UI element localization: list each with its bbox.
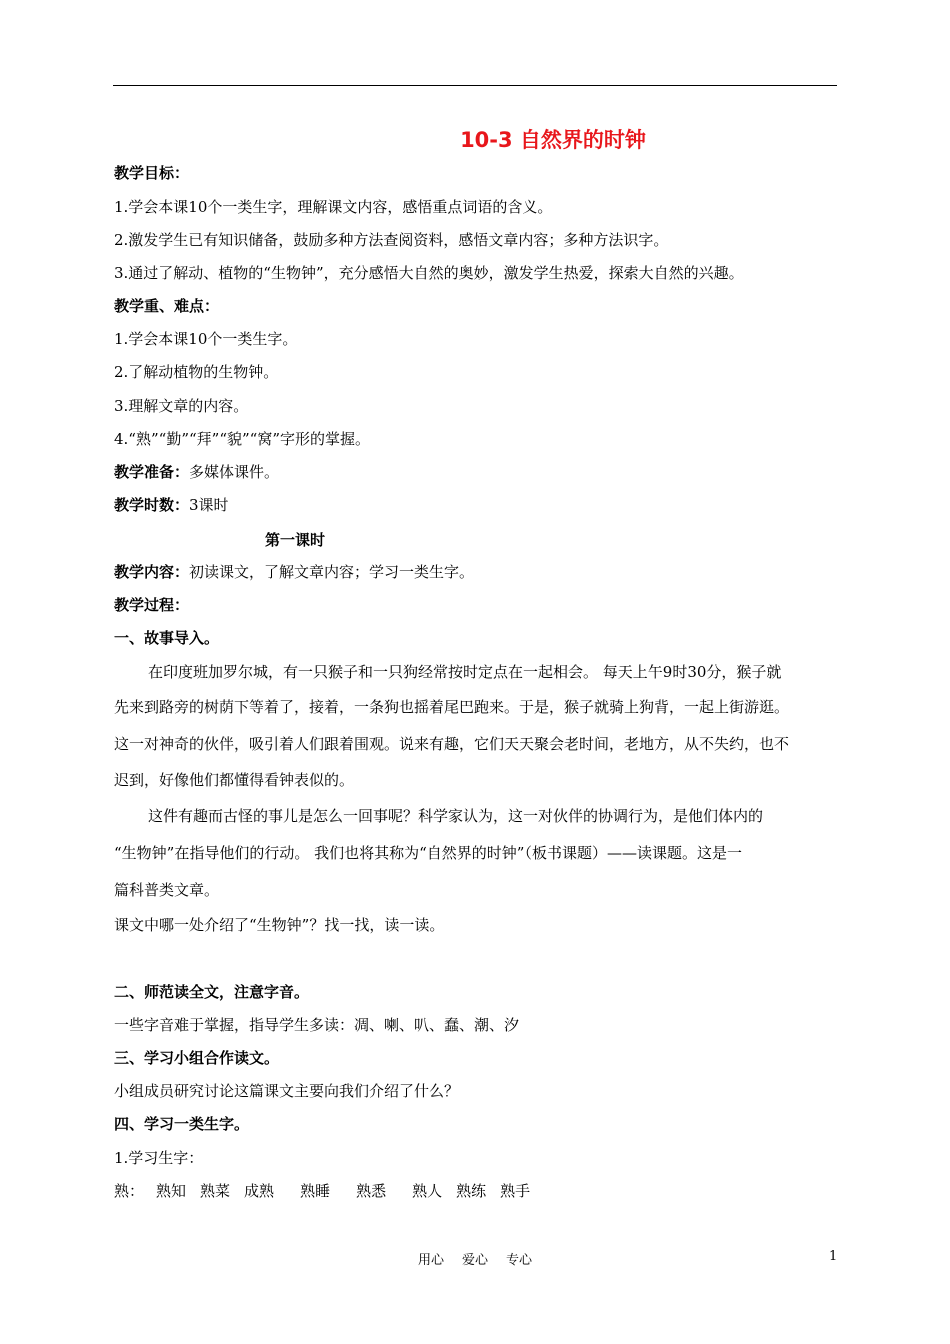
word-item: 成熟: [244, 1182, 275, 1200]
objectives-heading: 教学目标：: [114, 164, 190, 182]
prep-label: 教学准备：: [114, 463, 190, 481]
prep-value: 多媒体课件。: [189, 463, 280, 481]
paragraph-line: 这件有趣而古怪的事儿是怎么一回事呢？科学家认为，这一对伙伴的协调行为，是他们体内的: [148, 807, 764, 825]
word-item: 熟手: [500, 1182, 531, 1200]
paragraph-line: 先来到路旁的树荫下等着了，接着，一条狗也摇着尾巴跑来。于是，猴子就骑上狗背，一起上街游逛。: [114, 698, 790, 716]
word-char: 熟：: [114, 1182, 145, 1200]
word-item: 熟菜: [200, 1182, 231, 1200]
word-item: 熟知: [156, 1182, 187, 1200]
section1-question: 课文中哪一处介绍了“生物钟”？找一找，读一读。: [114, 916, 445, 934]
section2-heading: 二、师范读全文，注意字音。: [114, 983, 310, 1001]
key-point-item: 1.学会本课10个一类生字。: [114, 330, 298, 348]
lesson1-content: [114, 562, 844, 582]
content-label: 教学内容：: [114, 563, 190, 581]
section3-heading: 三、学习小组合作读文。: [114, 1049, 280, 1067]
content-value: 初读课文，了解文章内容；学习一类生字。: [189, 563, 475, 581]
footer-motto-item: 专心: [506, 1253, 533, 1268]
footer-motto-item: 爱心: [461, 1253, 488, 1268]
process-heading: 教学过程：: [114, 596, 190, 614]
footer-motto-item: 用心: [417, 1253, 444, 1268]
section4-heading: 四、学习一类生字。: [114, 1115, 250, 1133]
word-item: 熟悉: [356, 1182, 387, 1200]
section4-sub: 1.学习生字：: [114, 1149, 204, 1167]
objective-item: 1.学会本课10个一类生字，理解课文内容，感悟重点词语的含义。: [114, 198, 553, 216]
section1-heading: 一、故事导入。: [114, 629, 220, 647]
word-list: [114, 1181, 844, 1201]
prep-line: [114, 462, 844, 482]
word-item: 熟人: [412, 1182, 443, 1200]
word-item: 熟睡: [300, 1182, 331, 1200]
page-title: 10-3 自然界的时钟: [460, 128, 646, 152]
objective-item: 3.通过了解动、植物的“生物钟”，充分感悟大自然的奥妙，激发学生热爱，探索大自然的兴趣。: [114, 264, 744, 282]
word-item: 熟练: [456, 1182, 487, 1200]
hours-value: 3课时: [189, 496, 229, 514]
footer-motto: [0, 1249, 950, 1268]
objective-item: 2.激发学生已有知识储备，鼓励多种方法查阅资料，感悟文章内容；多种方法识字。: [114, 231, 669, 249]
page-number: 1: [829, 1249, 838, 1264]
paragraph-line: 这一对神奇的伙伴，吸引着人们跟着围观。说来有趣，它们天天聚会老时间，老地方，从不失约，也不: [114, 735, 790, 753]
key-point-item: 3.理解文章的内容。: [114, 397, 249, 415]
key-point-item: 4.“熟”“勤”“拜”“貌”“窝”字形的掌握。: [114, 430, 370, 448]
hours-line: [114, 495, 844, 515]
lesson1-heading: 第一课时: [265, 531, 326, 549]
hours-label: 教学时数：: [114, 496, 190, 514]
key-point-item: 2.了解动植物的生物钟。: [114, 363, 279, 381]
paragraph-line: 在印度班加罗尔城，有一只猴子和一只狗经常按时定点在一起相会。 每天上午9时30分，猴子就: [148, 663, 782, 681]
header-rule: [113, 85, 837, 86]
paragraph-line: “生物钟”在指导他们的行动。 我们也将其称为“自然界的时钟”（板书课题）——读课题。这是一: [114, 844, 742, 862]
section3-text: 小组成员研究讨论这篇课文主要向我们介绍了什么？: [114, 1082, 460, 1100]
paragraph-line: 篇科普类文章。: [114, 881, 220, 899]
key-points-heading: 教学重、难点：: [114, 297, 220, 315]
section2-text: 一些字音难于掌握，指导学生多读：凋、喇、叭、蠢、潮、汐: [114, 1016, 520, 1034]
paragraph-line: 迟到，好像他们都懂得看钟表似的。: [114, 771, 355, 789]
